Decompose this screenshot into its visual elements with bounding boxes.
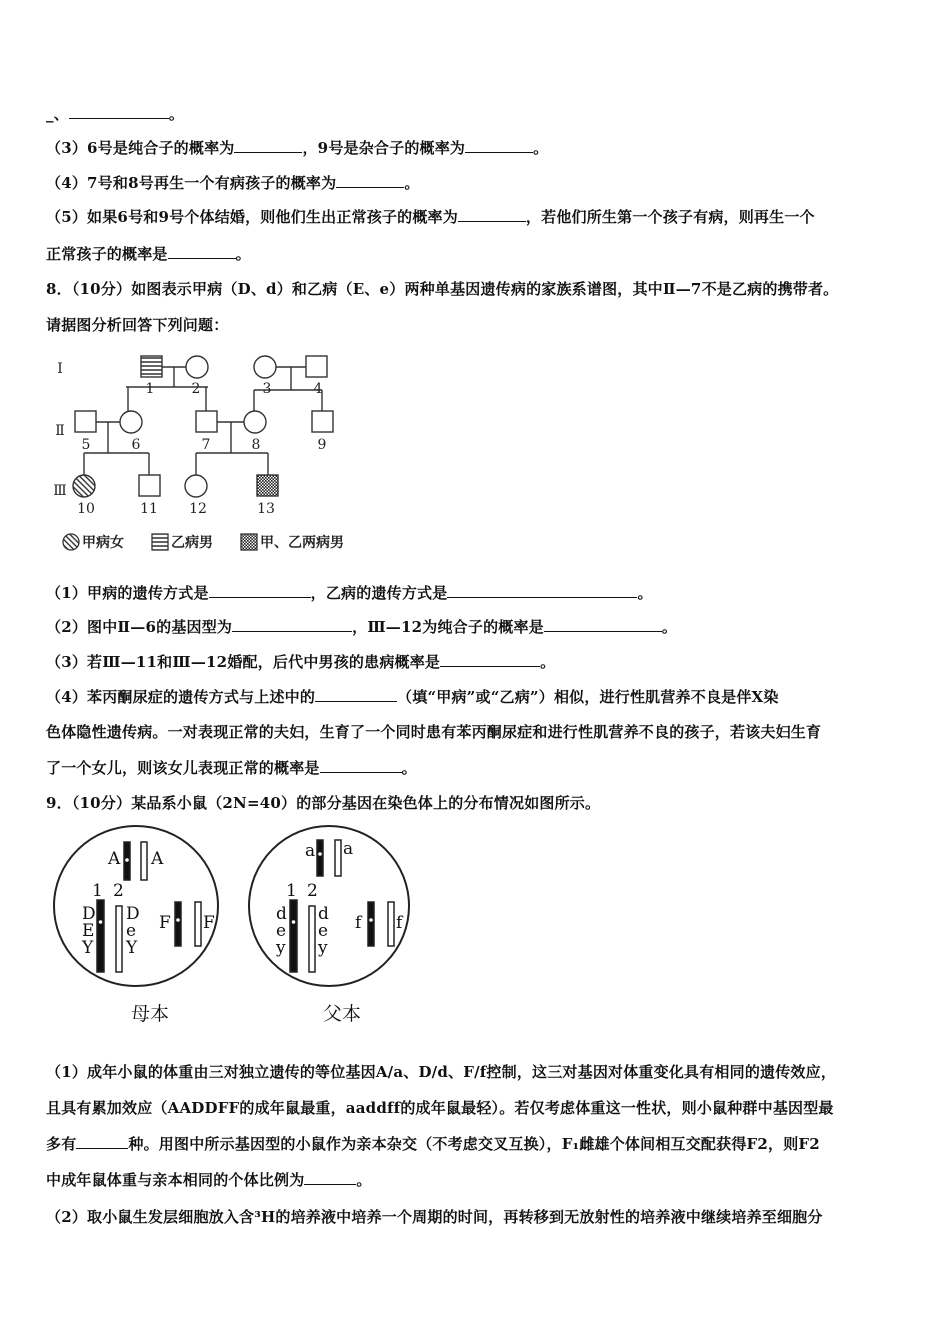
father-label: 父本 bbox=[322, 1003, 362, 1025]
person-number: 12 bbox=[189, 501, 207, 517]
chromosome-number: 2 bbox=[113, 881, 124, 901]
gene-label: f bbox=[355, 913, 362, 933]
legend-symbol-jia-female bbox=[63, 534, 79, 550]
q8-part1: （1）甲病的遗传方式是 ，乙病的遗传方式是 。 bbox=[46, 584, 653, 602]
q7-part3: （3）6号是纯合子的概率为 ，9号是杂合子的概率为 。 bbox=[46, 139, 549, 157]
q9-header: 9．（10分）某品系小鼠（2N=40）的部分基因在染色体上的分布情况如图所示。 bbox=[46, 794, 601, 812]
person-number: 2 bbox=[191, 381, 201, 397]
person-number: 6 bbox=[131, 437, 141, 453]
gene-label: a bbox=[343, 839, 354, 859]
person-number: 4 bbox=[313, 381, 323, 397]
q9-part1-line2: 且具有累加效应（AADDFF的成年鼠最重，aaddff的成年鼠最轻）。若仅考虑体重这一性状，则小鼠种群中基因型最 bbox=[46, 1099, 834, 1117]
mother-label: 母本 bbox=[130, 1003, 170, 1025]
gene-label: e bbox=[126, 921, 137, 941]
gene-label: A bbox=[151, 849, 164, 869]
gene-label: e bbox=[318, 921, 329, 941]
gene-label: d bbox=[276, 904, 287, 924]
gene-label: d bbox=[318, 904, 329, 924]
q7-answer-line-top: _、 。 bbox=[46, 105, 185, 123]
q8-part4: （4）苯丙酮尿症的遗传方式与上述中的 （填“甲病”或“乙病”）相似，进行性肌营养不良是伴X染 bbox=[46, 688, 779, 706]
person-II9 bbox=[312, 411, 333, 432]
gene-label: F bbox=[203, 913, 215, 933]
chromosome-number: 1 bbox=[286, 881, 297, 901]
person-number: 11 bbox=[140, 501, 158, 517]
answer-blank[interactable] bbox=[234, 138, 302, 153]
person-number: 7 bbox=[201, 437, 211, 453]
gene-label: D bbox=[82, 904, 96, 924]
answer-blank[interactable] bbox=[465, 138, 533, 153]
generation-label: Ⅱ bbox=[55, 423, 65, 439]
person-I2 bbox=[186, 356, 208, 378]
person-number: 5 bbox=[81, 437, 91, 453]
person-number: 3 bbox=[262, 381, 272, 397]
q9-part1-line1: （1）成年小鼠的体重由三对独立遗传的等位基因A/a、D/d、F/f控制，这三对基因对体重变化具有相同的遗传效应， bbox=[46, 1063, 837, 1081]
person-number: 8 bbox=[251, 437, 261, 453]
gene-label: y bbox=[276, 938, 286, 958]
answer-blank[interactable] bbox=[69, 104, 169, 119]
answer-blank[interactable] bbox=[458, 207, 526, 222]
legend-symbol-yi-male bbox=[152, 534, 168, 550]
person-number: 1 bbox=[145, 381, 155, 397]
answer-blank[interactable] bbox=[76, 1134, 128, 1149]
person-II7 bbox=[196, 411, 217, 432]
person-III12 bbox=[185, 475, 207, 497]
legend-symbol-both-male bbox=[241, 534, 257, 550]
answer-blank[interactable] bbox=[336, 173, 404, 188]
gene-label: Y bbox=[126, 938, 138, 958]
q9-part1-line3: 多有 种。用图中所示基因型的小鼠作为亲本杂交（不考虑交叉互换），F₁雌雄个体间相互交配获得F2，则F2 bbox=[46, 1135, 820, 1153]
q7-part5-cont: 正常孩子的概率是 。 bbox=[46, 245, 251, 263]
legend-label: 甲、乙两病男 bbox=[260, 535, 344, 551]
chromosome-number: 1 bbox=[92, 881, 103, 901]
generation-label: Ⅰ bbox=[57, 361, 63, 377]
q8-part4-cont2: 了一个女儿，则该女儿表现正常的概率是 。 bbox=[46, 759, 417, 777]
person-I1 bbox=[141, 356, 162, 377]
q9-part2-line1: （2）取小鼠生发层细胞放入含³H的培养液中培养一个周期的时间，再转移到无放射性的培养液中继续培养至细胞分 bbox=[46, 1208, 823, 1226]
person-II8 bbox=[244, 411, 266, 433]
q8-part2: （2）图中Ⅱ—6的基因型为 ，Ⅲ—12为纯合子的概率是 。 bbox=[46, 618, 678, 636]
q8-header: 8．（10分）如图表示甲病（D、d）和乙病（E、e）两种单基因遗传病的家族系谱图，其中Ⅱ—7不是乙病的携带者。 bbox=[46, 280, 839, 298]
gene-label: f bbox=[396, 913, 403, 933]
person-I4 bbox=[306, 356, 327, 377]
person-number: 10 bbox=[77, 501, 95, 517]
answer-blank[interactable] bbox=[315, 687, 397, 702]
person-II6 bbox=[120, 411, 142, 433]
person-number: 9 bbox=[317, 437, 327, 453]
q7-part5: （5）如果6号和9号个体结婚，则他们生出正常孩子的概率为 ，若他们所生第一个孩子有病，则再生一个 bbox=[46, 208, 815, 226]
gene-label: A bbox=[108, 849, 121, 869]
person-III10 bbox=[73, 475, 95, 497]
answer-blank[interactable] bbox=[232, 617, 352, 632]
gene-label: E bbox=[82, 921, 95, 941]
gene-label: y bbox=[318, 938, 328, 958]
chromosome-figure bbox=[50, 822, 410, 1032]
legend-label: 乙病男 bbox=[171, 535, 213, 551]
person-III13 bbox=[257, 475, 278, 496]
gene-label: D bbox=[126, 904, 140, 924]
generation-label: Ⅲ bbox=[53, 483, 67, 499]
q8-part4-cont: 色体隐性遗传病。一对表现正常的夫妇，生育了一个同时患有苯丙酮尿症和进行性肌营养不良的孩子，若该夫妇生育 bbox=[46, 723, 822, 741]
person-I3 bbox=[254, 356, 276, 378]
gene-label: F bbox=[159, 913, 171, 933]
person-II5 bbox=[75, 411, 96, 432]
answer-blank[interactable] bbox=[544, 617, 662, 632]
answer-blank[interactable] bbox=[304, 1170, 356, 1185]
gene-label: a bbox=[305, 841, 316, 861]
answer-blank[interactable] bbox=[447, 583, 637, 598]
q7-part4: （4）7号和8号再生一个有病孩子的概率为 。 bbox=[46, 174, 420, 192]
person-number: 13 bbox=[257, 501, 275, 517]
pedigree-chart bbox=[46, 345, 376, 560]
person-III11 bbox=[139, 475, 160, 496]
answer-blank[interactable] bbox=[168, 244, 236, 259]
legend-label: 甲病女 bbox=[82, 535, 124, 551]
answer-blank[interactable] bbox=[320, 758, 402, 773]
answer-blank[interactable] bbox=[209, 583, 311, 598]
gene-label: e bbox=[276, 921, 287, 941]
q8-part3: （3）若Ⅲ—11和Ⅲ—12婚配，后代中男孩的患病概率是 。 bbox=[46, 653, 556, 671]
q8-header-cont: 请据图分析回答下列问题： bbox=[46, 316, 229, 334]
answer-blank[interactable] bbox=[440, 652, 540, 667]
gene-label: Y bbox=[82, 938, 94, 958]
father-cell bbox=[249, 826, 409, 986]
chromosome-number: 2 bbox=[307, 881, 318, 901]
q9-part1-line4: 中成年鼠体重与亲本相同的个体比例为 。 bbox=[46, 1171, 372, 1189]
